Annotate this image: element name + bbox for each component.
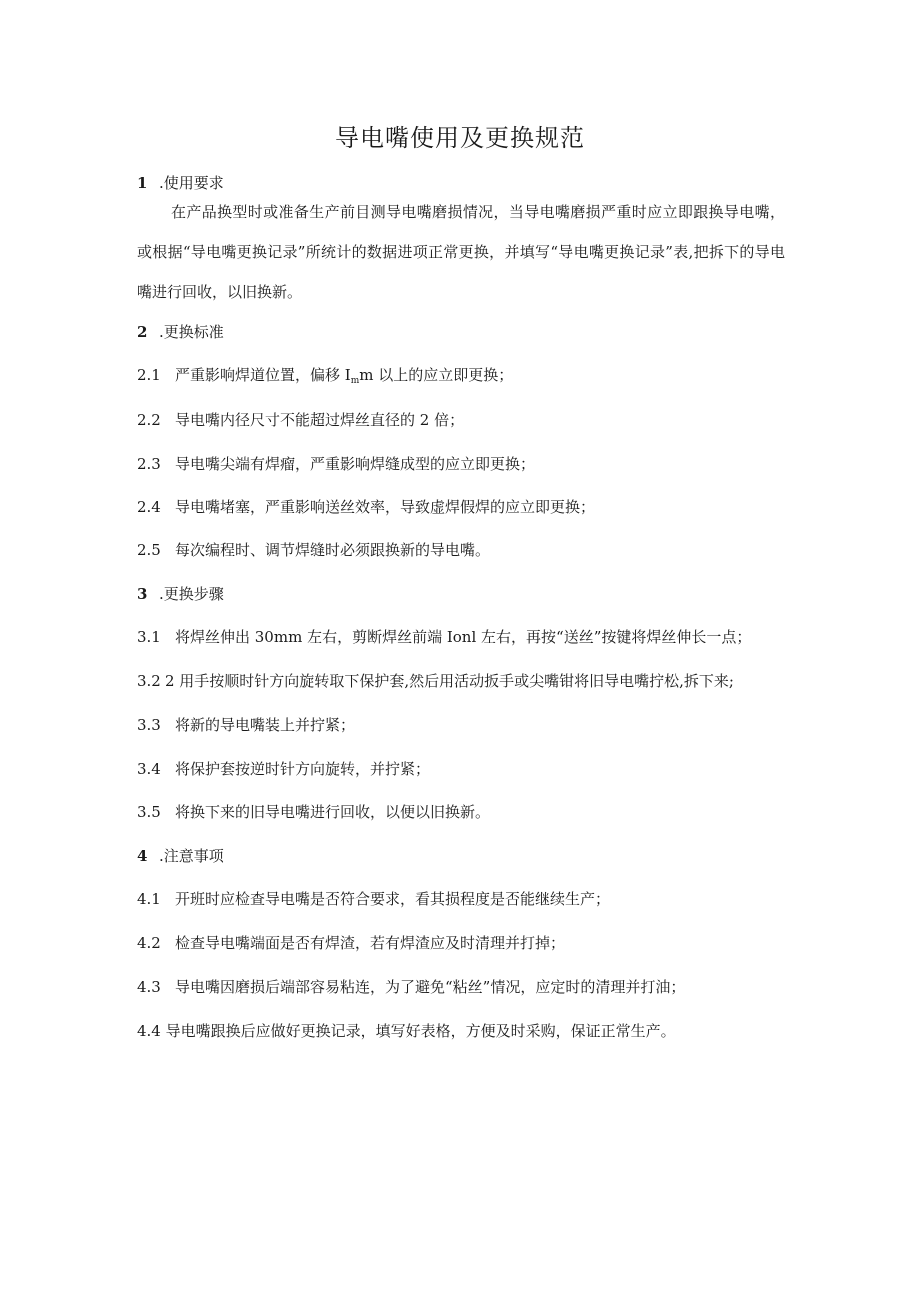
item-number: 2.5 xyxy=(137,541,161,559)
standard-item-2-4 xyxy=(137,496,595,517)
item-text: 导电嘴内径尺寸不能超过焊丝直径的 2 倍； xyxy=(175,411,465,429)
standard-item-2-2 xyxy=(137,409,464,430)
item-text: 将换下来的旧导电嘴进行回收，以便以旧换新。 xyxy=(175,803,491,821)
step-item-3-3 xyxy=(137,714,355,735)
standard-item-2-1 xyxy=(137,364,513,386)
item-number: 4.3 xyxy=(137,978,161,996)
note-item-4-4 xyxy=(137,1020,676,1041)
section-number: 4 xyxy=(137,847,148,865)
standard-item-2-3 xyxy=(137,453,535,474)
item-text: 将新的导电嘴装上并拧紧； xyxy=(175,716,356,734)
note-item-4-3 xyxy=(137,976,685,997)
item-text-pre: 严重影响焊道位置，偏移 I xyxy=(175,366,351,384)
item-number: 2.3 xyxy=(137,455,161,473)
section-label: .更换标准 xyxy=(159,323,224,341)
item-text: 将保护套按逆时针方向旋转，并拧紧； xyxy=(175,760,431,778)
item-text: 导电嘴堵塞，严重影响送丝效率，导致虚焊假焊的应立即更换； xyxy=(175,498,596,516)
step-item-3-5 xyxy=(137,801,490,822)
item-text: 4.4 导电嘴跟换后应做好更换记录，填写好表格，方便及时采购，保证正常生产。 xyxy=(137,1022,676,1040)
item-number: 3.2 xyxy=(137,672,161,690)
item-number: 2.2 xyxy=(137,411,161,429)
item-number: 3.5 xyxy=(137,803,161,821)
item-number: 4.2 xyxy=(137,934,161,952)
item-number: 2.4 xyxy=(137,498,161,516)
section-number: 3 xyxy=(137,585,148,603)
section-label: .使用要求 xyxy=(159,174,224,192)
standard-item-2-5 xyxy=(137,539,490,560)
section-label: .更换步骤 xyxy=(159,585,224,603)
item-text-post: m 以上的应立即更换； xyxy=(359,366,514,384)
note-item-4-1 xyxy=(137,888,610,909)
item-text: 2 用手按顺时针方向旋转取下保护套,然后用活动扳手或尖嘴钳将旧导电嘴拧松,拆下来; xyxy=(165,672,734,690)
note-item-4-2 xyxy=(137,932,565,953)
item-number: 3.1 xyxy=(137,628,161,646)
section-heading-2 xyxy=(137,321,224,342)
item-text: 开班时应检查导电嘴是否符合要求，看其损程度是否能继续生产； xyxy=(175,890,611,908)
item-text: 检查导电嘴端面是否有焊渣，若有焊渣应及时清理并打掉； xyxy=(175,934,566,952)
section-number: 2 xyxy=(137,323,148,341)
step-item-3-2 xyxy=(137,670,734,691)
item-subscript: m xyxy=(350,376,360,386)
section-number: 1 xyxy=(137,174,148,192)
item-number: 2.1 xyxy=(137,366,161,384)
section-label: .注意事项 xyxy=(159,847,224,865)
item-text: 导电嘴尖端有焊瘤，严重影响焊缝成型的应立即更换； xyxy=(175,455,536,473)
item-number: 4.1 xyxy=(137,890,161,908)
page-title: 导电嘴使用及更换规范 xyxy=(335,124,585,152)
step-item-3-4 xyxy=(137,758,430,779)
section-heading-1 xyxy=(137,172,224,193)
section-heading-4 xyxy=(137,845,224,866)
item-text: 将焊丝伸出 30mm 左右，剪断焊丝前端 Ionl 左右，再按“送丝”按键将焊丝伸长一点； xyxy=(175,628,752,646)
usage-paragraph: 在产品换型时或准备生产前目测导电嘴磨损情况，当导电嘴磨损严重时应立即跟换导电嘴，或根据“导电嘴更换记录”所统计的数据进项正常更换，并填写“导电嘴更换记录”表,把拆下的导电嘴进行回收，以旧换新。 xyxy=(137,203,785,301)
item-text: 每次编程时、调节焊缝时必须跟换新的导电嘴。 xyxy=(175,541,491,559)
step-item-3-1 xyxy=(137,626,751,647)
item-number: 3.3 xyxy=(137,716,161,734)
item-number: 3.4 xyxy=(137,760,161,778)
section-heading-3 xyxy=(137,583,224,604)
item-text: 导电嘴因磨损后端部容易粘连，为了避免“粘丝”情况，应定时的清理并打油； xyxy=(175,978,686,996)
